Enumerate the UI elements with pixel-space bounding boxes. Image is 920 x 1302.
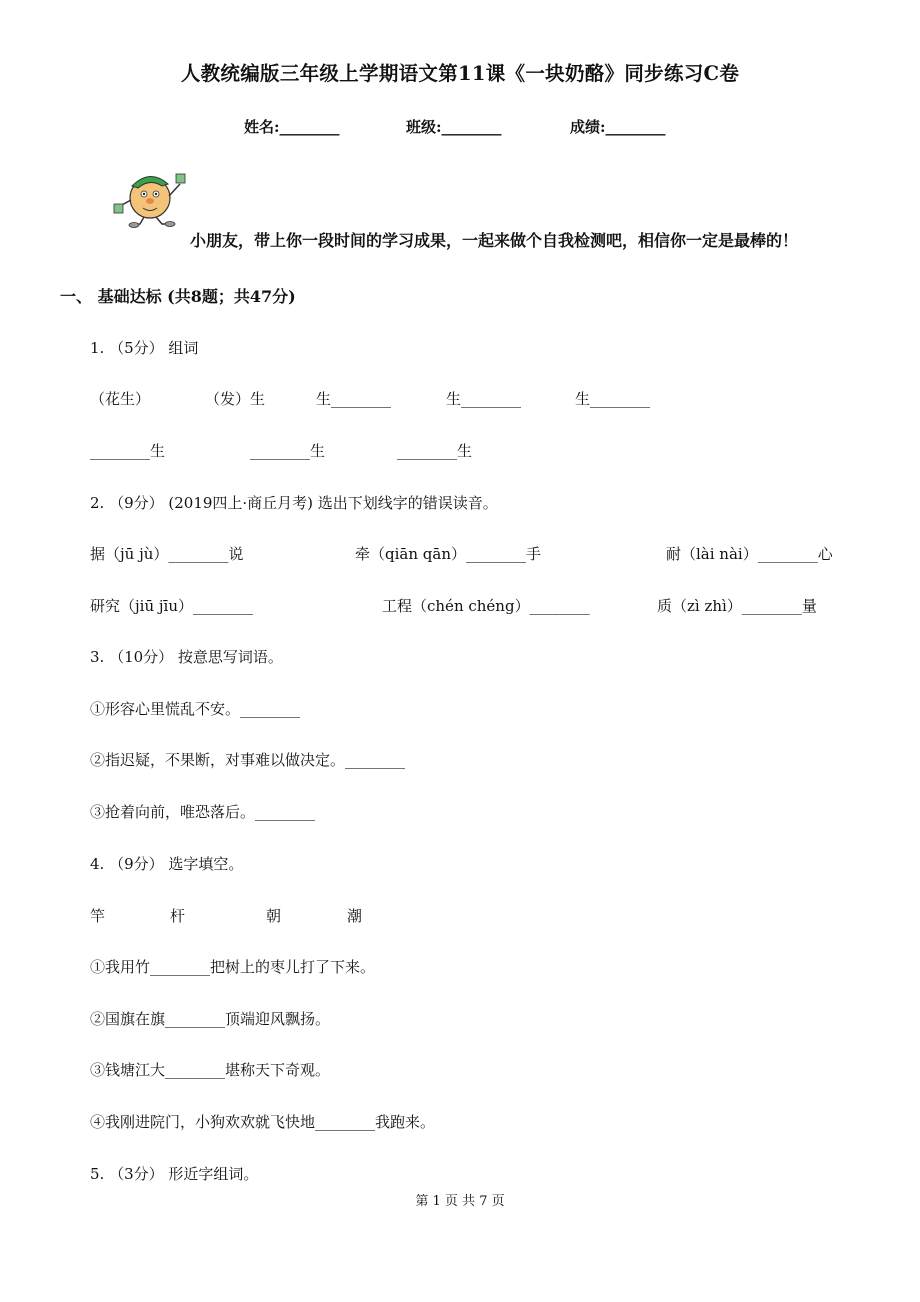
q4-char-option: 竿	[90, 907, 106, 925]
question-5-header: 5. （3分） 形近字组词。	[90, 1165, 259, 1183]
q2-item[interactable]: 质（zì zhì）________量	[657, 597, 817, 615]
q1-item[interactable]: 生________	[316, 390, 392, 408]
q1-item[interactable]: 生________	[446, 390, 522, 408]
name-field: 姓名:________	[244, 118, 340, 136]
question-3-header: 3. （10分） 按意思写词语。	[90, 648, 283, 666]
question-2-header: 2. （9分） (2019四上·商丘月考) 选出下划线字的错误读音。	[90, 494, 498, 512]
q1-item: （发）生	[205, 390, 266, 408]
q2-item[interactable]: 牵（qiān qān）________手	[355, 545, 541, 563]
q1-item[interactable]: 生________	[575, 390, 651, 408]
q3-item[interactable]: ②指迟疑，不果断，对事难以做决定。________	[90, 751, 406, 769]
page-footer: 第 1 页 共 7 页	[415, 1194, 505, 1209]
q4-item[interactable]: ②国旗在旗________顶端迎风飘扬。	[90, 1010, 331, 1028]
q4-char-option: 杆	[170, 907, 186, 925]
q4-char-option: 潮	[347, 907, 363, 925]
q4-item[interactable]: ③钱塘江大________堪称天下奇观。	[90, 1061, 331, 1079]
score-field: 成绩:________	[570, 118, 666, 136]
q3-item[interactable]: ①形容心里慌乱不安。________	[90, 700, 301, 718]
q4-item[interactable]: ①我用竹________把树上的枣儿打了下来。	[90, 958, 376, 976]
q1-item[interactable]: ________生	[397, 442, 473, 460]
q2-item[interactable]: 耐（lài nài）________心	[666, 545, 833, 563]
mascot-illustration	[110, 162, 194, 228]
page-title: 人教统编版三年级上学期语文第11课《一块奶酪》同步练习C卷	[180, 62, 740, 85]
q2-item[interactable]: 据（jū jù）________说	[90, 545, 244, 563]
class-field: 班级:________	[406, 118, 502, 136]
q4-item[interactable]: ④我刚进院门，小狗欢欢就飞快地________我跑来。	[90, 1113, 436, 1131]
q1-item[interactable]: ________生	[250, 442, 326, 460]
q2-item[interactable]: 工程（chén chéng）________	[382, 597, 590, 615]
q2-item[interactable]: 研究（jiū jīu）________	[90, 597, 253, 615]
q3-item[interactable]: ③抢着向前，唯恐落后。________	[90, 803, 316, 821]
q1-item[interactable]: ________生	[90, 442, 166, 460]
q4-char-option: 朝	[266, 907, 282, 925]
section-heading-1: 一、 基础达标 (共8题；共47分)	[60, 287, 296, 306]
intro-text: 小朋友，带上你一段时间的学习成果，一起来做个自我检测吧，相信你一定是最棒的！	[190, 231, 799, 250]
q1-item: （花生）	[90, 390, 151, 408]
question-1-header: 1. （5分） 组词	[90, 339, 199, 357]
question-4-header: 4. （9分） 选字填空。	[90, 855, 244, 873]
